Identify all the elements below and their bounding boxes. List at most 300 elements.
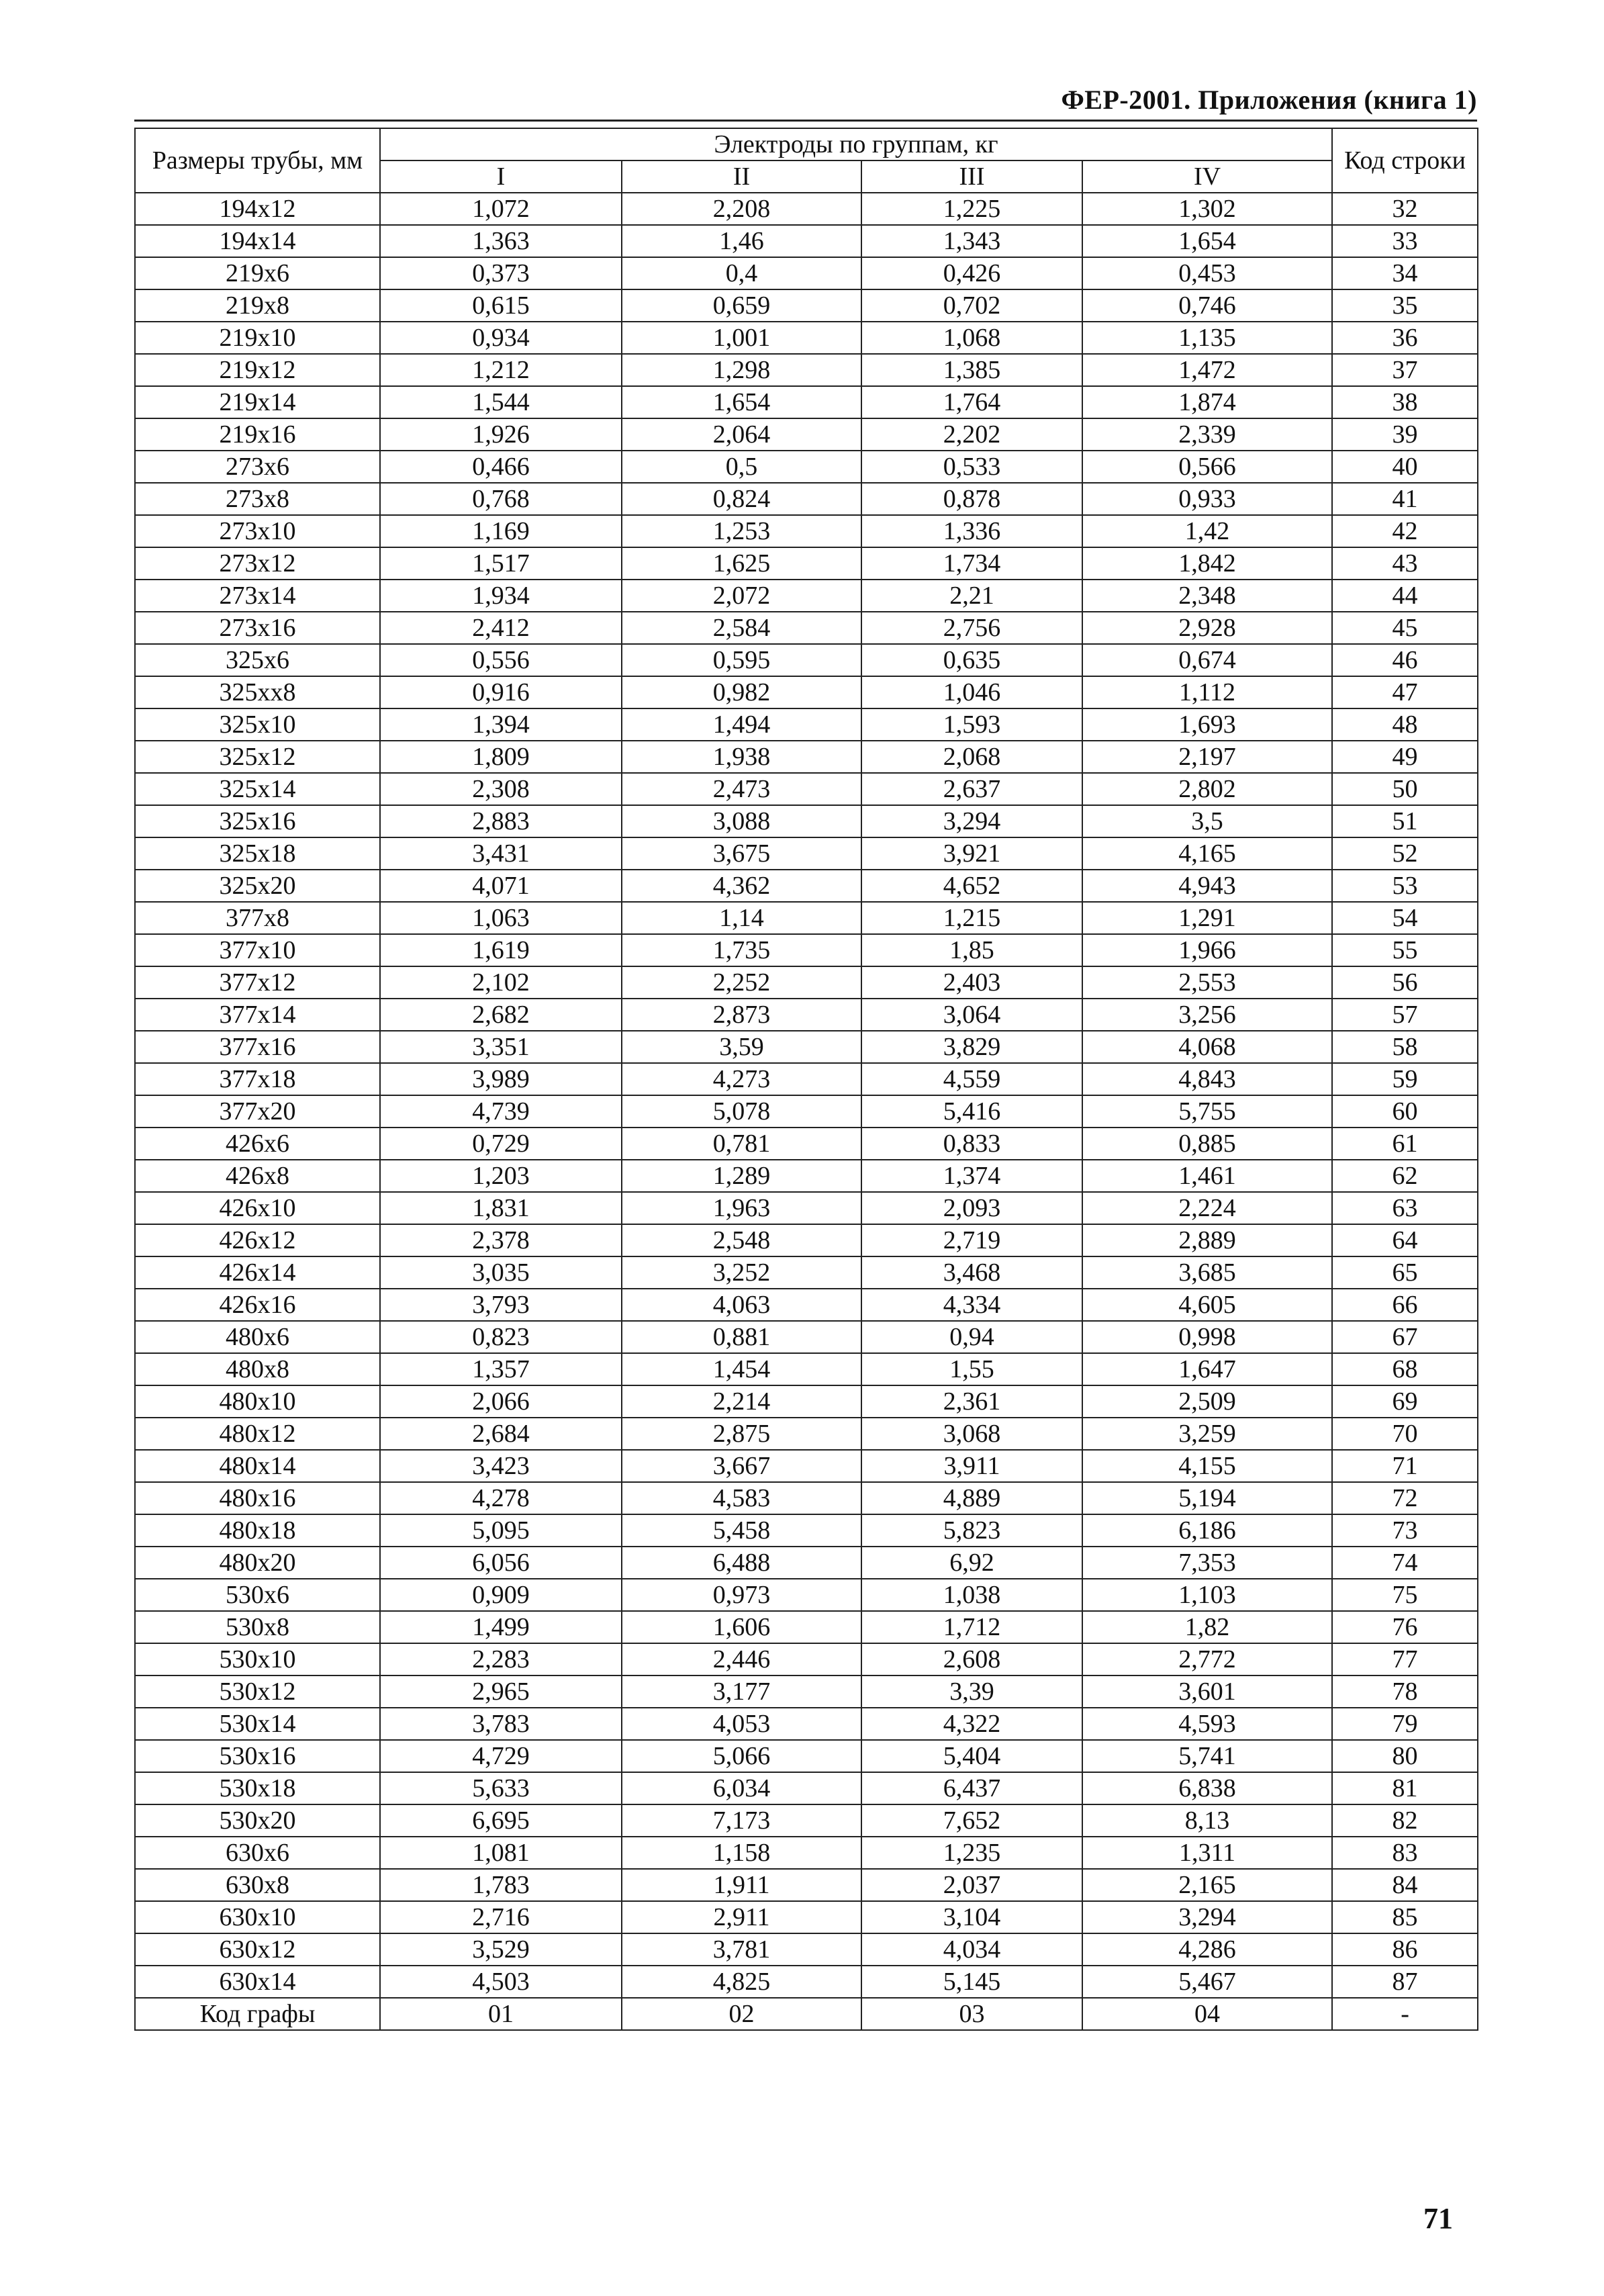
cell-group-2: 6,034 [622, 1772, 861, 1804]
table-row [135, 837, 1478, 870]
cell-pipe-size: 377x16 [135, 1031, 380, 1063]
table-row [135, 1966, 1478, 1998]
table-row [135, 1547, 1478, 1579]
cell-group-3: 1,85 [861, 934, 1082, 966]
cell-group-3: 4,889 [861, 1482, 1082, 1514]
cell-group-4: 3,601 [1082, 1675, 1332, 1708]
table-row [135, 354, 1478, 386]
cell-group-4: 5,741 [1082, 1740, 1332, 1772]
cell-group-2: 1,298 [622, 354, 861, 386]
cell-group-2: 1,963 [622, 1192, 861, 1224]
cell-row-code: 69 [1332, 1385, 1478, 1418]
cell-group-1: 4,739 [380, 1095, 622, 1128]
cell-pipe-size: 480x18 [135, 1514, 380, 1547]
cell-group-2: 5,066 [622, 1740, 861, 1772]
cell-group-1: 6,056 [380, 1547, 622, 1579]
cell-group-4: 1,103 [1082, 1579, 1332, 1611]
cell-group-2: 5,078 [622, 1095, 861, 1128]
cell-row-code: 51 [1332, 805, 1478, 837]
cell-group-3: 1,55 [861, 1353, 1082, 1385]
cell-group-4: 1,112 [1082, 676, 1332, 708]
table-row [135, 934, 1478, 966]
cell-group-4: 1,654 [1082, 225, 1332, 257]
cell-pipe-size: 480x12 [135, 1418, 380, 1450]
cell-row-code: 72 [1332, 1482, 1478, 1514]
cell-group-3: 2,21 [861, 580, 1082, 612]
table-row [135, 1353, 1478, 1385]
cell-group-4: 5,755 [1082, 1095, 1332, 1128]
cell-row-code: 44 [1332, 580, 1478, 612]
cell-pipe-size: 480x14 [135, 1450, 380, 1482]
cell-row-code: 74 [1332, 1547, 1478, 1579]
cell-pipe-size: 377x12 [135, 966, 380, 999]
cell-group-2: 1,606 [622, 1611, 861, 1643]
electrodes-table [134, 128, 1478, 2031]
cell-group-1: 1,934 [380, 580, 622, 612]
table-header-row [135, 128, 1478, 160]
table-row [135, 1611, 1478, 1643]
cell-group-2: 1,625 [622, 547, 861, 580]
cell-row-code: 65 [1332, 1256, 1478, 1289]
cell-group-1: 3,351 [380, 1031, 622, 1063]
cell-pipe-size: 273x10 [135, 515, 380, 547]
cell-group-3: 2,202 [861, 418, 1082, 451]
cell-group-1: 3,783 [380, 1708, 622, 1740]
table-row [135, 805, 1478, 837]
cell-pipe-size: 480x16 [135, 1482, 380, 1514]
cell-row-code: 43 [1332, 547, 1478, 580]
cell-group-4: 5,467 [1082, 1966, 1332, 1998]
cell-group-1: 6,695 [380, 1804, 622, 1837]
cell-row-code: 41 [1332, 483, 1478, 515]
cell-row-code: 80 [1332, 1740, 1478, 1772]
cell-group-3: 3,911 [861, 1450, 1082, 1482]
table-row [135, 1579, 1478, 1611]
cell-group-1: 3,431 [380, 837, 622, 870]
column-header-group-1: I [380, 160, 622, 193]
cell-group-3: 3,829 [861, 1031, 1082, 1063]
cell-pipe-size: 377x10 [135, 934, 380, 966]
cell-group-4: 7,353 [1082, 1547, 1332, 1579]
cell-group-2: 4,273 [622, 1063, 861, 1095]
cell-group-3: 3,468 [861, 1256, 1082, 1289]
table-row [135, 193, 1478, 225]
cell-group-2: 1,735 [622, 934, 861, 966]
cell-row-code: 84 [1332, 1869, 1478, 1901]
document-title: ФЕР-2001. Приложения (книга 1) [1061, 85, 1477, 115]
cell-group-2: 0,4 [622, 257, 861, 289]
table-row [135, 708, 1478, 741]
table-row [135, 1708, 1478, 1740]
table-row [135, 676, 1478, 708]
cell-group-3: 0,878 [861, 483, 1082, 515]
cell-group-1: 2,716 [380, 1901, 622, 1933]
cell-group-2: 2,072 [622, 580, 861, 612]
cell-row-code: 48 [1332, 708, 1478, 741]
cell-group-1: 1,072 [380, 193, 622, 225]
cell-pipe-size: 530x20 [135, 1804, 380, 1837]
cell-row-code: 66 [1332, 1289, 1478, 1321]
cell-group-3: 5,416 [861, 1095, 1082, 1128]
cell-pipe-size: 219x10 [135, 322, 380, 354]
cell-group-4: 4,843 [1082, 1063, 1332, 1095]
table-row [135, 515, 1478, 547]
cell-group-4: 3,259 [1082, 1418, 1332, 1450]
cell-row-code: 40 [1332, 451, 1478, 483]
cell-group-3: 5,404 [861, 1740, 1082, 1772]
cell-group-4: 6,838 [1082, 1772, 1332, 1804]
cell-group-3: 1,038 [861, 1579, 1082, 1611]
cell-group-4: 2,802 [1082, 773, 1332, 805]
cell-group-2: 3,59 [622, 1031, 861, 1063]
cell-pipe-size: 273x12 [135, 547, 380, 580]
cell-group-3: 1,235 [861, 1837, 1082, 1869]
column-header-pipe-size: Размеры трубы, мм [135, 128, 380, 193]
table-row [135, 1224, 1478, 1256]
cell-group-1: 2,102 [380, 966, 622, 999]
cell-row-code: 64 [1332, 1224, 1478, 1256]
cell-group-4: 1,842 [1082, 547, 1332, 580]
cell-group-2: 2,873 [622, 999, 861, 1031]
cell-pipe-size: 480x10 [135, 1385, 380, 1418]
cell-row-code: 38 [1332, 386, 1478, 418]
cell-group-4: 1,461 [1082, 1160, 1332, 1192]
cell-group-3: 3,068 [861, 1418, 1082, 1450]
cell-group-3: 2,361 [861, 1385, 1082, 1418]
cell-row-code: 61 [1332, 1128, 1478, 1160]
cell-group-2: 0,659 [622, 289, 861, 322]
cell-group-3: 3,104 [861, 1901, 1082, 1933]
cell-row-code: 78 [1332, 1675, 1478, 1708]
cell-group-2: 2,548 [622, 1224, 861, 1256]
cell-pipe-size: 480x6 [135, 1321, 380, 1353]
cell-pipe-size: 630x12 [135, 1933, 380, 1966]
table-row [135, 902, 1478, 934]
cell-group-1: 5,095 [380, 1514, 622, 1547]
cell-group-3: 6,92 [861, 1547, 1082, 1579]
cell-group-3: 1,225 [861, 193, 1082, 225]
cell-group-3: 1,734 [861, 547, 1082, 580]
cell-group-2: 5,458 [622, 1514, 861, 1547]
cell-group-2: 1,494 [622, 708, 861, 741]
cell-group-4: 2,197 [1082, 741, 1332, 773]
cell-group-3: 3,064 [861, 999, 1082, 1031]
cell-group-2: 1,001 [622, 322, 861, 354]
cell-group-2: 1,654 [622, 386, 861, 418]
cell-group-2: 0,982 [622, 676, 861, 708]
cell-group-3: 2,037 [861, 1869, 1082, 1901]
cell-group-2: 2,473 [622, 773, 861, 805]
table-row [135, 580, 1478, 612]
cell-pipe-size: 325xx8 [135, 676, 380, 708]
cell-group-4: 4,155 [1082, 1450, 1332, 1482]
table-row [135, 1289, 1478, 1321]
cell-group-4: 6,186 [1082, 1514, 1332, 1547]
cell-group-1: 2,883 [380, 805, 622, 837]
cell-row-code: 34 [1332, 257, 1478, 289]
table-row [135, 1192, 1478, 1224]
cell-row-code: 46 [1332, 644, 1478, 676]
cell-group-1: 4,278 [380, 1482, 622, 1514]
cell-pipe-size: 426x6 [135, 1128, 380, 1160]
cell-group-1: 0,615 [380, 289, 622, 322]
cell-row-code: 67 [1332, 1321, 1478, 1353]
column-header-row-code: Код строки [1332, 128, 1478, 193]
cell-row-code: 82 [1332, 1804, 1478, 1837]
cell-pipe-size: 530x6 [135, 1579, 380, 1611]
footer-label: Код графы [135, 1998, 380, 2030]
table-row [135, 1675, 1478, 1708]
cell-pipe-size: 530x18 [135, 1772, 380, 1804]
cell-group-3: 0,426 [861, 257, 1082, 289]
cell-group-3: 2,068 [861, 741, 1082, 773]
cell-group-3: 5,145 [861, 1966, 1082, 1998]
cell-group-1: 2,412 [380, 612, 622, 644]
cell-group-3: 0,533 [861, 451, 1082, 483]
footer-code-1: 01 [380, 1998, 622, 2030]
cell-group-3: 3,921 [861, 837, 1082, 870]
cell-pipe-size: 325x10 [135, 708, 380, 741]
cell-row-code: 33 [1332, 225, 1478, 257]
cell-row-code: 45 [1332, 612, 1478, 644]
cell-group-1: 2,308 [380, 773, 622, 805]
cell-group-3: 2,403 [861, 966, 1082, 999]
cell-group-2: 2,064 [622, 418, 861, 451]
cell-row-code: 63 [1332, 1192, 1478, 1224]
cell-group-3: 1,046 [861, 676, 1082, 708]
cell-pipe-size: 426x10 [135, 1192, 380, 1224]
cell-row-code: 81 [1332, 1772, 1478, 1804]
table-row [135, 1869, 1478, 1901]
cell-group-4: 2,348 [1082, 580, 1332, 612]
cell-group-4: 2,224 [1082, 1192, 1332, 1224]
table-row [135, 1095, 1478, 1128]
table-row [135, 1256, 1478, 1289]
table-row [135, 741, 1478, 773]
cell-pipe-size: 530x14 [135, 1708, 380, 1740]
cell-group-4: 1,135 [1082, 322, 1332, 354]
cell-group-1: 4,729 [380, 1740, 622, 1772]
table-row [135, 999, 1478, 1031]
footer-code-3: 03 [861, 1998, 1082, 2030]
table-row [135, 773, 1478, 805]
cell-pipe-size: 273x16 [135, 612, 380, 644]
cell-group-1: 1,619 [380, 934, 622, 966]
table-row [135, 644, 1478, 676]
cell-pipe-size: 273x8 [135, 483, 380, 515]
table-row [135, 386, 1478, 418]
cell-group-1: 1,394 [380, 708, 622, 741]
cell-pipe-size: 273x6 [135, 451, 380, 483]
cell-pipe-size: 325x14 [135, 773, 380, 805]
cell-group-1: 1,063 [380, 902, 622, 934]
cell-group-1: 0,466 [380, 451, 622, 483]
table-row [135, 870, 1478, 902]
cell-pipe-size: 325x6 [135, 644, 380, 676]
cell-group-4: 5,194 [1082, 1482, 1332, 1514]
cell-group-3: 1,593 [861, 708, 1082, 741]
cell-group-4: 1,291 [1082, 902, 1332, 934]
cell-group-1: 3,989 [380, 1063, 622, 1095]
cell-group-3: 0,94 [861, 1321, 1082, 1353]
cell-group-2: 4,583 [622, 1482, 861, 1514]
cell-group-3: 0,702 [861, 289, 1082, 322]
cell-group-2: 2,584 [622, 612, 861, 644]
cell-group-4: 3,685 [1082, 1256, 1332, 1289]
cell-group-3: 4,334 [861, 1289, 1082, 1321]
cell-group-1: 2,283 [380, 1643, 622, 1675]
table-row [135, 1740, 1478, 1772]
table-row [135, 1901, 1478, 1933]
cell-group-1: 0,729 [380, 1128, 622, 1160]
cell-group-2: 4,053 [622, 1708, 861, 1740]
cell-group-1: 2,965 [380, 1675, 622, 1708]
cell-row-code: 62 [1332, 1160, 1478, 1192]
cell-group-2: 1,14 [622, 902, 861, 934]
table-row [135, 1837, 1478, 1869]
cell-pipe-size: 219x8 [135, 289, 380, 322]
cell-group-1: 3,793 [380, 1289, 622, 1321]
page-number: 71 [1423, 2202, 1453, 2235]
cell-group-4: 4,286 [1082, 1933, 1332, 1966]
cell-row-code: 59 [1332, 1063, 1478, 1095]
cell-group-4: 2,339 [1082, 418, 1332, 451]
cell-pipe-size: 219x6 [135, 257, 380, 289]
cell-pipe-size: 219x14 [135, 386, 380, 418]
table-row [135, 1514, 1478, 1547]
cell-group-4: 8,13 [1082, 1804, 1332, 1837]
table-row [135, 483, 1478, 515]
footer-code-4: 04 [1082, 1998, 1332, 2030]
cell-group-1: 0,934 [380, 322, 622, 354]
cell-group-3: 2,756 [861, 612, 1082, 644]
cell-group-2: 6,488 [622, 1547, 861, 1579]
table-row [135, 322, 1478, 354]
cell-group-1: 1,169 [380, 515, 622, 547]
table-row [135, 1643, 1478, 1675]
cell-group-2: 1,289 [622, 1160, 861, 1192]
cell-pipe-size: 377x18 [135, 1063, 380, 1095]
cell-group-1: 1,517 [380, 547, 622, 580]
cell-group-3: 7,652 [861, 1804, 1082, 1837]
cell-group-3: 4,559 [861, 1063, 1082, 1095]
cell-row-code: 87 [1332, 1966, 1478, 1998]
table-row [135, 547, 1478, 580]
cell-group-1: 1,544 [380, 386, 622, 418]
cell-group-3: 1,374 [861, 1160, 1082, 1192]
footer-code-2: 02 [622, 1998, 861, 2030]
cell-group-4: 2,928 [1082, 612, 1332, 644]
cell-row-code: 50 [1332, 773, 1478, 805]
cell-group-1: 0,768 [380, 483, 622, 515]
cell-group-4: 0,674 [1082, 644, 1332, 676]
cell-row-code: 56 [1332, 966, 1478, 999]
cell-group-2: 3,675 [622, 837, 861, 870]
cell-group-3: 0,635 [861, 644, 1082, 676]
table-row [135, 418, 1478, 451]
cell-group-4: 0,885 [1082, 1128, 1332, 1160]
cell-pipe-size: 530x12 [135, 1675, 380, 1708]
cell-group-4: 1,647 [1082, 1353, 1332, 1385]
cell-group-2: 1,253 [622, 515, 861, 547]
column-header-electrode-groups: Электроды по группам, кг [380, 128, 1332, 160]
cell-group-2: 0,973 [622, 1579, 861, 1611]
cell-group-2: 2,252 [622, 966, 861, 999]
cell-group-2: 0,824 [622, 483, 861, 515]
cell-group-3: 5,823 [861, 1514, 1082, 1547]
cell-pipe-size: 426x14 [135, 1256, 380, 1289]
cell-group-2: 3,667 [622, 1450, 861, 1482]
cell-pipe-size: 630x8 [135, 1869, 380, 1901]
table-row [135, 1128, 1478, 1160]
cell-group-1: 3,035 [380, 1256, 622, 1289]
table-row [135, 966, 1478, 999]
cell-group-2: 4,362 [622, 870, 861, 902]
cell-group-3: 1,712 [861, 1611, 1082, 1643]
cell-group-1: 1,357 [380, 1353, 622, 1385]
cell-group-4: 1,311 [1082, 1837, 1332, 1869]
table-row [135, 451, 1478, 483]
cell-group-3: 1,764 [861, 386, 1082, 418]
cell-group-2: 2,875 [622, 1418, 861, 1450]
table-row [135, 1321, 1478, 1353]
cell-group-3: 2,093 [861, 1192, 1082, 1224]
cell-row-code: 54 [1332, 902, 1478, 934]
cell-group-4: 4,165 [1082, 837, 1332, 870]
cell-row-code: 60 [1332, 1095, 1478, 1128]
cell-group-4: 2,772 [1082, 1643, 1332, 1675]
table-footer-row [135, 1998, 1478, 2030]
cell-group-1: 4,503 [380, 1966, 622, 1998]
cell-pipe-size: 630x14 [135, 1966, 380, 1998]
cell-group-2: 3,177 [622, 1675, 861, 1708]
cell-row-code: 52 [1332, 837, 1478, 870]
cell-group-1: 1,081 [380, 1837, 622, 1869]
cell-group-4: 4,943 [1082, 870, 1332, 902]
cell-row-code: 73 [1332, 1514, 1478, 1547]
cell-group-2: 2,214 [622, 1385, 861, 1418]
cell-pipe-size: 273x14 [135, 580, 380, 612]
cell-row-code: 32 [1332, 193, 1478, 225]
cell-group-3: 2,719 [861, 1224, 1082, 1256]
cell-row-code: 86 [1332, 1933, 1478, 1966]
table-row [135, 289, 1478, 322]
cell-group-1: 0,373 [380, 257, 622, 289]
cell-group-2: 7,173 [622, 1804, 861, 1837]
cell-group-1: 1,363 [380, 225, 622, 257]
cell-group-2: 1,938 [622, 741, 861, 773]
cell-row-code: 37 [1332, 354, 1478, 386]
cell-pipe-size: 530x16 [135, 1740, 380, 1772]
cell-row-code: 77 [1332, 1643, 1478, 1675]
cell-group-1: 2,682 [380, 999, 622, 1031]
cell-group-3: 1,068 [861, 322, 1082, 354]
table-row [135, 612, 1478, 644]
cell-group-2: 0,5 [622, 451, 861, 483]
table-row [135, 1482, 1478, 1514]
cell-pipe-size: 377x20 [135, 1095, 380, 1128]
cell-group-2: 1,158 [622, 1837, 861, 1869]
cell-group-1: 0,909 [380, 1579, 622, 1611]
cell-row-code: 53 [1332, 870, 1478, 902]
cell-row-code: 49 [1332, 741, 1478, 773]
cell-pipe-size: 325x20 [135, 870, 380, 902]
cell-group-2: 2,446 [622, 1643, 861, 1675]
cell-group-4: 0,566 [1082, 451, 1332, 483]
table-row [135, 1804, 1478, 1837]
cell-group-3: 1,385 [861, 354, 1082, 386]
cell-row-code: 85 [1332, 1901, 1478, 1933]
